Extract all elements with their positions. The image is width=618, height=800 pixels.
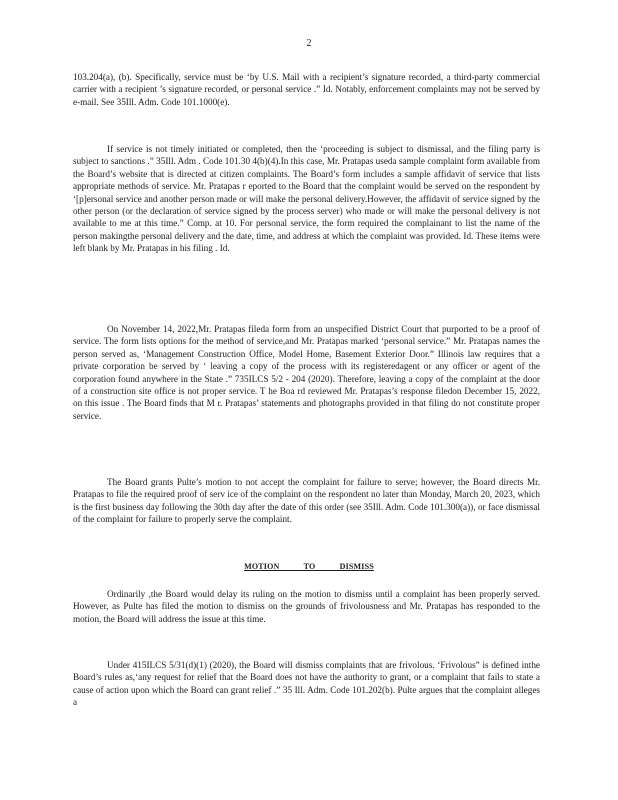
page-number: 2 [306,38,312,49]
section-heading-text: MOTION TO DISMISS [244,562,374,571]
paragraph-board-grants-motion: The Board grants Pulte’s motion to not accept the complaint for failure to serve; however, the Board directs Mr. Pratapas to file the required proof of serv ice of the complaint on the respondent no later than Monday, March 20, 2023, which is the first business day following the 30th day after the date of this order (see 35Ill. Adm. Code 101.300(a)), or face dismissal of the complaint for failure to properly serve the complaint. [73,477,540,525]
paragraph-frivolous-definition: Under 415ILCS 5/31(d)(1) (2020), the Board will dismiss complaints that are frivolous. ‘Frivolous” is defined inthe Board’s rules as,‘any request for relief that the Board does not have the authority to grant, or a complaint that fails to state a cause of action upon which the Board can grant relief .” 35 Ill. Adm. Code 101.202(b). Pulte argues that the complaint alleges a [73,660,540,708]
paragraph-motion-to-dismiss: Ordinarily ,the Board would delay its ruling on the motion to dismiss until a complaint has been properly served. However, as Pulte has filed the motion to dismiss on the grounds of frivolousness and Mr. Pratapas has responded to the motion, the Board will address the issue at this time. [73,589,540,624]
paragraph-proof-of-service: On November 14, 2022,Mr. Pratapas fileda form from an unspecified District Court that purported to be a proof of service. The form lists options for the method of service,and Mr. Pratapas marked ‘personal service.” Mr. Pratapas names the person served as, ‘Management Construction Office, Model Home, Basement Exterior Door.” Illinois law requires that a private corporation be served by ‘ leaving a copy of the process with its registeredagent or any officer or agent of the corporation found anywhere in the State .” 735ILCS 5/2 - 204 (2020). Therefore, leaving a copy of the complaint at the door of a construction site office is not proper service. T he Boa rd reviewed Mr. Pratapas’s response filedon December 15, 2022, on this issue . The Board finds that M r. Pratapas’ statements and photographs provided in that filing do not constitute proper service. [73,324,540,421]
paragraph-service-requirements: 103.204(a), (b). Specifically, service must be ‘by U.S. Mail with a recipient’s signature recorded, a third-party commercial carrier with a recipient ’s signature recorded, or personal service .” Id. Notably, enforcement complaints may not be served by e-mail. See 35Ill. Adm. Code 101.1000(e). [73,72,540,107]
section-heading [0,561,618,573]
paragraph-service-not-completed: If service is not timely initiated or completed, then the ‘proceeding is subject to dismissal, and the filing party is subject to sanctions .” 35Ill. Adm . Code 101.30 4(b)(4).In this case, Mr. Pratapas useda sample complaint form available from the Board’s website that is directed at citizen complaints. The Board’s form includes a sample affidavit of service that lists appropriate methods of service. Mr. Pratapas r eported to the Board that the complaint would be served on the respondent by ‘[p]ersonal service and another person made or will make the personal delivery.However, the affidavit of service signed by the other person (or the declaration of service signed by the process server) who made or will make the personal delivery is not available to me at this time.” Comp. at 10. For personal service, the form required the complainant to list the name of the person makingthe personal delivery and the date, time, and address at which the complaint was provided. Id. These items were left blank by Mr. Pratapas in his filing . Id. [73,144,540,254]
